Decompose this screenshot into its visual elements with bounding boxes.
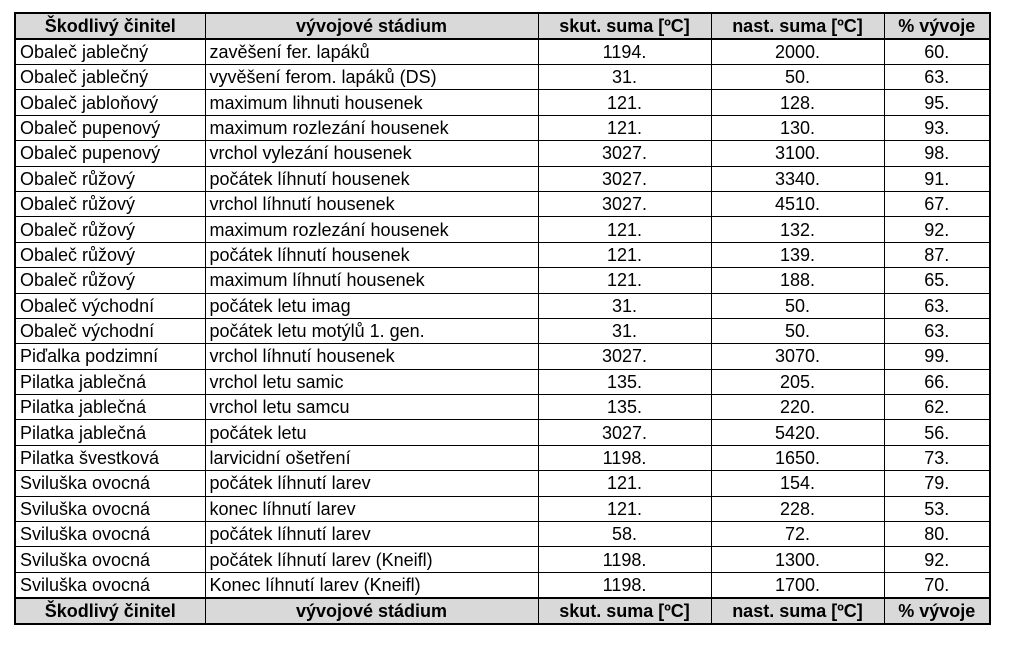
footer-cell-target-sum: nast. suma [ºC] <box>711 598 884 624</box>
cell-target-sum: 130. <box>711 115 884 140</box>
cell-percent: 65. <box>884 268 990 293</box>
table-row <box>15 395 990 420</box>
table-row <box>15 191 990 216</box>
cell-stage: vrchol líhnutí housenek <box>205 191 538 216</box>
cell-actual-sum: 121. <box>538 268 711 293</box>
header-cell-actual-sum: skut. suma [ºC] <box>538 13 711 39</box>
header-row <box>15 13 990 39</box>
cell-pest: Piďalka podzimní <box>15 344 205 369</box>
cell-percent: 99. <box>884 344 990 369</box>
cell-percent: 92. <box>884 547 990 572</box>
cell-percent: 87. <box>884 242 990 267</box>
cell-actual-sum: 121. <box>538 242 711 267</box>
cell-actual-sum: 3027. <box>538 166 711 191</box>
cell-actual-sum: 135. <box>538 395 711 420</box>
cell-pest: Obaleč růžový <box>15 217 205 242</box>
footer-row <box>15 598 990 624</box>
cell-target-sum: 1700. <box>711 572 884 598</box>
header-cell-target-sum: nast. suma [ºC] <box>711 13 884 39</box>
cell-target-sum: 1650. <box>711 445 884 470</box>
cell-actual-sum: 3027. <box>538 344 711 369</box>
cell-stage: počátek líhnutí larev <box>205 471 538 496</box>
table-row <box>15 572 990 598</box>
cell-stage: konec líhnutí larev <box>205 496 538 521</box>
cell-actual-sum: 1198. <box>538 572 711 598</box>
table-row <box>15 242 990 267</box>
header-cell-pest: Škodlivý činitel <box>15 13 205 39</box>
cell-stage: larvicidní ošetření <box>205 445 538 470</box>
cell-actual-sum: 121. <box>538 115 711 140</box>
cell-target-sum: 188. <box>711 268 884 293</box>
table-row <box>15 39 990 65</box>
cell-actual-sum: 1198. <box>538 547 711 572</box>
cell-target-sum: 154. <box>711 471 884 496</box>
footer-cell-pest: Škodlivý činitel <box>15 598 205 624</box>
cell-pest: Obaleč růžový <box>15 242 205 267</box>
cell-stage: počátek líhnutí housenek <box>205 166 538 191</box>
cell-percent: 80. <box>884 522 990 547</box>
cell-pest: Obaleč pupenový <box>15 141 205 166</box>
cell-stage: počátek líhnutí larev (Kneifl) <box>205 547 538 572</box>
cell-pest: Obaleč východní <box>15 318 205 343</box>
cell-target-sum: 50. <box>711 65 884 90</box>
cell-target-sum: 2000. <box>711 39 884 65</box>
cell-target-sum: 1300. <box>711 547 884 572</box>
table-row <box>15 217 990 242</box>
cell-pest: Obaleč jablečný <box>15 65 205 90</box>
cell-pest: Sviluška ovocná <box>15 547 205 572</box>
header-cell-percent: % vývoje <box>884 13 990 39</box>
table-row <box>15 496 990 521</box>
table-body <box>15 39 990 598</box>
cell-actual-sum: 31. <box>538 318 711 343</box>
cell-stage: vrchol líhnutí housenek <box>205 344 538 369</box>
cell-percent: 56. <box>884 420 990 445</box>
cell-stage: maximum líhnutí housenek <box>205 268 538 293</box>
cell-percent: 95. <box>884 90 990 115</box>
table-row <box>15 293 990 318</box>
cell-stage: vrchol vylezání housenek <box>205 141 538 166</box>
cell-stage: vrchol letu samic <box>205 369 538 394</box>
cell-stage: počátek letu imag <box>205 293 538 318</box>
cell-stage: vyvěšení ferom. lapáků (DS) <box>205 65 538 90</box>
cell-percent: 53. <box>884 496 990 521</box>
cell-actual-sum: 121. <box>538 90 711 115</box>
cell-stage: počátek líhnutí housenek <box>205 242 538 267</box>
cell-pest: Pilatka švestková <box>15 445 205 470</box>
cell-percent: 79. <box>884 471 990 496</box>
cell-percent: 60. <box>884 39 990 65</box>
cell-pest: Sviluška ovocná <box>15 471 205 496</box>
cell-target-sum: 3100. <box>711 141 884 166</box>
cell-target-sum: 228. <box>711 496 884 521</box>
cell-actual-sum: 31. <box>538 293 711 318</box>
cell-percent: 62. <box>884 395 990 420</box>
cell-actual-sum: 3027. <box>538 420 711 445</box>
cell-stage: maximum rozlezání housenek <box>205 115 538 140</box>
cell-stage: počátek líhnutí larev <box>205 522 538 547</box>
cell-actual-sum: 3027. <box>538 141 711 166</box>
cell-target-sum: 4510. <box>711 191 884 216</box>
cell-target-sum: 50. <box>711 318 884 343</box>
cell-pest: Obaleč východní <box>15 293 205 318</box>
table-row <box>15 420 990 445</box>
cell-pest: Obaleč růžový <box>15 166 205 191</box>
cell-pest: Obaleč jablečný <box>15 39 205 65</box>
cell-percent: 92. <box>884 217 990 242</box>
table-row <box>15 141 990 166</box>
cell-percent: 63. <box>884 293 990 318</box>
cell-stage: vrchol letu samcu <box>205 395 538 420</box>
cell-stage: zavěšení fer. lapáků <box>205 39 538 65</box>
cell-actual-sum: 58. <box>538 522 711 547</box>
cell-target-sum: 139. <box>711 242 884 267</box>
table-row <box>15 166 990 191</box>
footer-cell-actual-sum: skut. suma [ºC] <box>538 598 711 624</box>
cell-stage: počátek letu <box>205 420 538 445</box>
cell-pest: Sviluška ovocná <box>15 572 205 598</box>
cell-pest: Obaleč pupenový <box>15 115 205 140</box>
cell-percent: 73. <box>884 445 990 470</box>
cell-stage: maximum lihnuti housenek <box>205 90 538 115</box>
cell-target-sum: 3340. <box>711 166 884 191</box>
cell-pest: Obaleč růžový <box>15 191 205 216</box>
cell-pest: Obaleč růžový <box>15 268 205 293</box>
table-row <box>15 268 990 293</box>
cell-percent: 67. <box>884 191 990 216</box>
table-row <box>15 65 990 90</box>
cell-actual-sum: 121. <box>538 496 711 521</box>
cell-pest: Sviluška ovocná <box>15 522 205 547</box>
table-row <box>15 369 990 394</box>
cell-target-sum: 72. <box>711 522 884 547</box>
cell-pest: Obaleč jabloňový <box>15 90 205 115</box>
footer-cell-stage: vývojové stádium <box>205 598 538 624</box>
table-row <box>15 318 990 343</box>
cell-percent: 70. <box>884 572 990 598</box>
header-cell-stage: vývojové stádium <box>205 13 538 39</box>
cell-stage: počátek letu motýlů 1. gen. <box>205 318 538 343</box>
table-row <box>15 547 990 572</box>
cell-stage: maximum rozlezání housenek <box>205 217 538 242</box>
cell-stage: Konec líhnutí larev (Kneifl) <box>205 572 538 598</box>
cell-actual-sum: 1198. <box>538 445 711 470</box>
table-row <box>15 344 990 369</box>
cell-target-sum: 128. <box>711 90 884 115</box>
cell-target-sum: 205. <box>711 369 884 394</box>
cell-pest: Pilatka jablečná <box>15 395 205 420</box>
cell-percent: 63. <box>884 65 990 90</box>
cell-target-sum: 3070. <box>711 344 884 369</box>
cell-actual-sum: 135. <box>538 369 711 394</box>
cell-actual-sum: 1194. <box>538 39 711 65</box>
table-row <box>15 115 990 140</box>
table-row <box>15 471 990 496</box>
cell-target-sum: 220. <box>711 395 884 420</box>
cell-pest: Sviluška ovocná <box>15 496 205 521</box>
cell-percent: 91. <box>884 166 990 191</box>
cell-percent: 93. <box>884 115 990 140</box>
cell-target-sum: 50. <box>711 293 884 318</box>
cell-percent: 63. <box>884 318 990 343</box>
table-row <box>15 522 990 547</box>
development-table <box>14 12 991 625</box>
cell-target-sum: 5420. <box>711 420 884 445</box>
cell-actual-sum: 3027. <box>538 191 711 216</box>
cell-target-sum: 132. <box>711 217 884 242</box>
table-row <box>15 445 990 470</box>
cell-pest: Pilatka jablečná <box>15 369 205 394</box>
footer-cell-percent: % vývoje <box>884 598 990 624</box>
cell-actual-sum: 121. <box>538 471 711 496</box>
table-row <box>15 90 990 115</box>
cell-pest: Pilatka jablečná <box>15 420 205 445</box>
cell-percent: 98. <box>884 141 990 166</box>
cell-percent: 66. <box>884 369 990 394</box>
cell-actual-sum: 121. <box>538 217 711 242</box>
cell-actual-sum: 31. <box>538 65 711 90</box>
